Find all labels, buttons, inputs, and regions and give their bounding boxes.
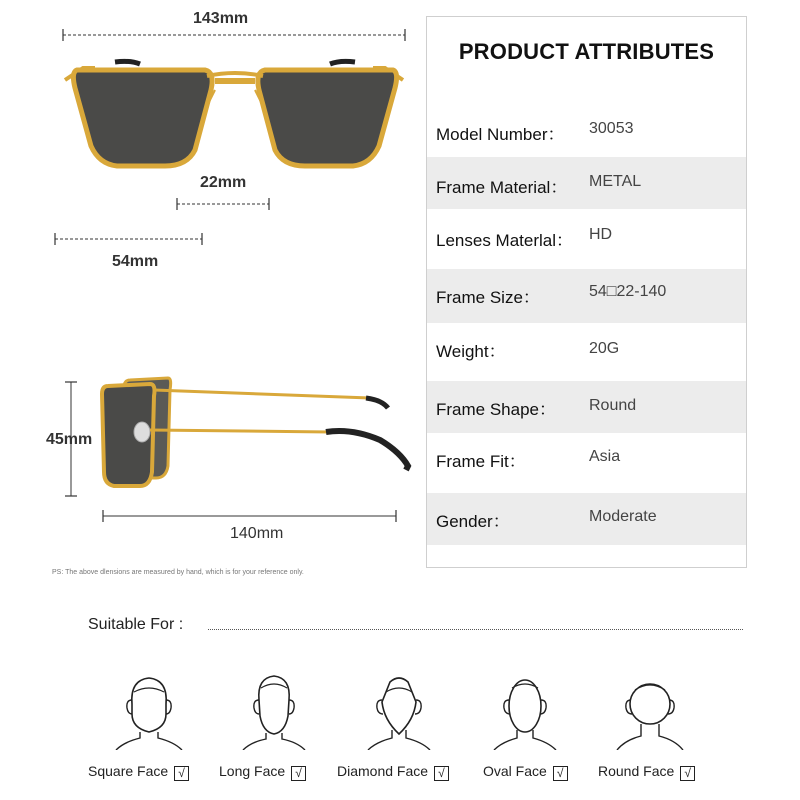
attribute-value: METAL bbox=[589, 173, 642, 190]
face-label-text: Round Face bbox=[598, 763, 675, 779]
face-label-text: Long Face bbox=[219, 763, 286, 779]
attribute-row-frame-material bbox=[427, 157, 746, 209]
face-label-round bbox=[598, 763, 695, 781]
round-face-icon bbox=[595, 670, 705, 755]
attribute-row-frame-shape bbox=[427, 381, 746, 433]
face-label-square bbox=[88, 763, 189, 781]
diamond-face-icon bbox=[344, 670, 454, 755]
checkmark-icon: √ bbox=[434, 766, 449, 781]
attribute-key: Frame Size bbox=[436, 288, 523, 307]
temple-length-dimension-line bbox=[100, 508, 400, 524]
attribute-value: 54□22-140 bbox=[589, 283, 667, 300]
lens-width-dimension-line bbox=[52, 231, 207, 247]
face-label-text: Oval Face bbox=[483, 763, 547, 779]
bridge-dimension-line bbox=[173, 196, 273, 212]
attribute-separator: ： bbox=[522, 288, 540, 307]
face-label-text: Square Face bbox=[88, 763, 169, 779]
product-attributes-panel bbox=[426, 16, 747, 568]
attribute-separator: ： bbox=[492, 512, 510, 531]
attribute-key: Gender bbox=[436, 512, 493, 531]
attribute-separator: ： bbox=[508, 452, 526, 471]
face-label-long bbox=[219, 763, 306, 781]
attribute-separator: ： bbox=[556, 231, 574, 250]
total-width-label: 143mm bbox=[193, 10, 249, 27]
attribute-value: 30053 bbox=[589, 120, 634, 137]
total-width-dimension-line bbox=[55, 27, 415, 43]
temple-length-label: 140mm bbox=[230, 525, 284, 542]
attribute-row-lenses-material bbox=[427, 209, 746, 269]
square-face-icon bbox=[94, 670, 204, 755]
front-view bbox=[55, 0, 415, 280]
checkmark-icon: √ bbox=[174, 766, 189, 781]
attribute-key: Model Number bbox=[436, 125, 548, 144]
face-label-oval bbox=[483, 763, 568, 781]
sunglasses-front-image bbox=[55, 50, 415, 180]
attribute-separator: ： bbox=[539, 400, 556, 419]
attribute-separator: ： bbox=[488, 342, 506, 361]
attribute-value: Asia bbox=[589, 448, 621, 465]
attribute-row-gender bbox=[427, 493, 746, 545]
attribute-row-frame-size bbox=[427, 269, 746, 323]
attribute-value: Moderate bbox=[589, 508, 657, 525]
long-face-icon bbox=[219, 670, 329, 755]
lens-height-dimension-line bbox=[64, 380, 78, 500]
measurement-note: PS: The above dlensions are measured by hand, which is for your reference only. bbox=[52, 569, 304, 576]
face-label-diamond bbox=[337, 763, 449, 781]
attribute-key: Frame Material bbox=[436, 178, 551, 197]
attribute-row-frame-fit bbox=[427, 433, 746, 493]
checkmark-icon: √ bbox=[291, 766, 306, 781]
checkmark-icon: √ bbox=[680, 766, 695, 781]
attribute-key: Weight bbox=[436, 342, 489, 361]
attribute-key: Frame Fit bbox=[436, 452, 509, 471]
attribute-row-weight bbox=[427, 323, 746, 381]
attribute-value: 20G bbox=[589, 340, 620, 357]
bridge-width-label: 22mm bbox=[200, 174, 247, 191]
lens-width-label: 54mm bbox=[112, 253, 159, 270]
lens-height-label: 45mm bbox=[46, 431, 93, 448]
dotted-divider bbox=[208, 629, 743, 630]
attribute-separator: ： bbox=[550, 178, 568, 197]
side-view bbox=[40, 370, 420, 550]
face-label-text: Diamond Face bbox=[337, 763, 429, 779]
attributes-title: PRODUCT ATTRIBUTES bbox=[458, 39, 715, 64]
attribute-separator: ： bbox=[547, 125, 565, 144]
sunglasses-side-image bbox=[90, 370, 420, 505]
oval-face-icon bbox=[470, 670, 580, 755]
checkmark-icon: √ bbox=[553, 766, 568, 781]
attribute-value: HD bbox=[589, 226, 613, 243]
attribute-row-model-number bbox=[427, 101, 746, 157]
attribute-key: Frame Shape bbox=[436, 400, 539, 419]
suitable-for-label: Suitable For : bbox=[88, 616, 184, 633]
attribute-value: Round bbox=[589, 397, 637, 414]
attribute-key: Lenses Materlal bbox=[436, 231, 557, 250]
